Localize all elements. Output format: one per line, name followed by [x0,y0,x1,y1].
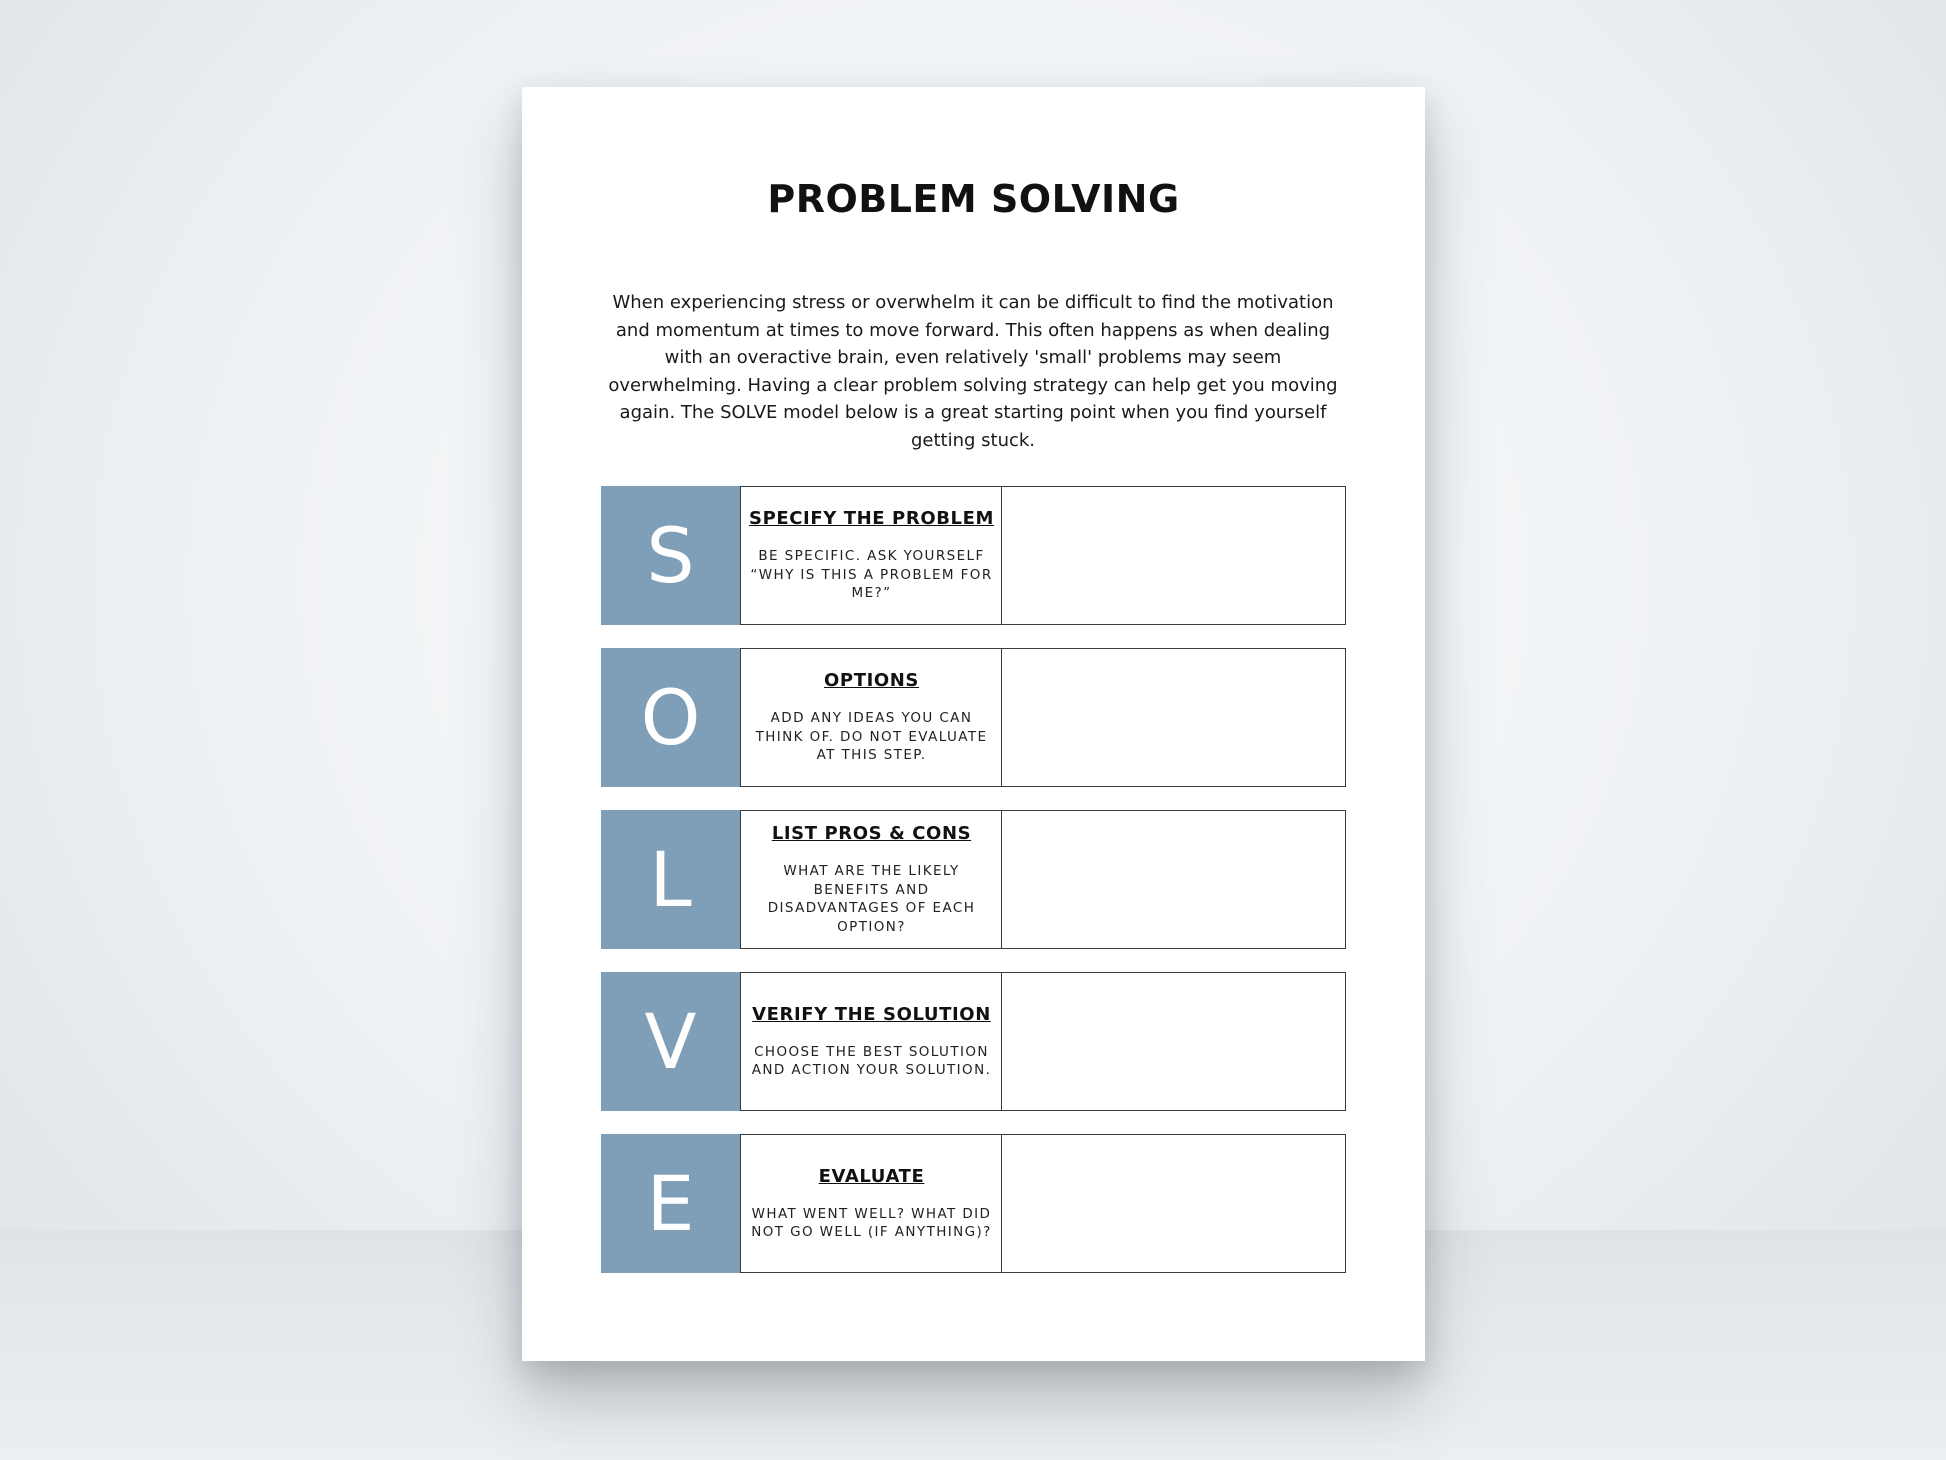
step-heading: LIST PROS & CONS [771,823,972,844]
step-description [740,810,1003,949]
step-heading: VERIFY THE SOLUTION [752,1003,991,1025]
worksheet-page [522,87,1425,1361]
step-row-specify [601,486,1346,625]
step-instructions: BE SPECIFIC. ASK YOURSELF “WHY IS THIS A PROBLEM FOR ME?” [750,548,993,602]
step-row-options [601,648,1346,787]
step-description [740,972,1003,1111]
step-letter: L [601,810,740,949]
step-letter: O [601,648,740,787]
step-heading: OPTIONS [824,670,919,692]
answer-box-options[interactable] [1001,648,1346,787]
step-row-list [601,810,1346,949]
step-description [740,648,1003,787]
step-heading: EVALUATE [818,1165,925,1187]
step-letter: E [601,1134,740,1273]
answer-box-specify[interactable] [1001,486,1346,625]
step-instructions: ADD ANY IDEAS YOU CAN THINK OF. DO NOT EVALUATE AT THIS STEP. [755,710,988,764]
step-row-verify [601,972,1346,1111]
step-instructions: WHAT WENT WELL? WHAT DID NOT GO WELL (IF ANYTHING)? [751,1205,992,1240]
intro-paragraph: When experiencing stress or overwhelm it can be difficult to find the motivation and momentum at times to move forward. This often happens as when dealing with an overactive brain, even relatively 'small' problems may seem overwhelming. Having a clear problem solving strategy can help get you moving again. The SOLVE model below is a great starting point when you find yourself getting stuck. [608,292,1338,451]
step-row-evaluate [601,1134,1346,1273]
step-instructions: WHAT ARE THE LIKELY BENEFITS AND DISADVANTAGES OF EACH OPTION? [767,863,976,935]
step-letter: V [601,972,740,1111]
page-title: PROBLEM SOLVING [767,177,1180,221]
answer-box-verify[interactable] [1001,972,1346,1111]
step-description [740,1134,1003,1273]
step-heading: SPECIFY THE PROBLEM [749,508,995,530]
answer-box-list[interactable] [1001,810,1346,949]
step-instructions: CHOOSE THE BEST SOLUTION AND ACTION YOUR SOLUTION. [751,1043,992,1078]
step-description [740,486,1003,625]
answer-box-evaluate[interactable] [1001,1134,1346,1273]
step-letter: S [601,486,740,625]
